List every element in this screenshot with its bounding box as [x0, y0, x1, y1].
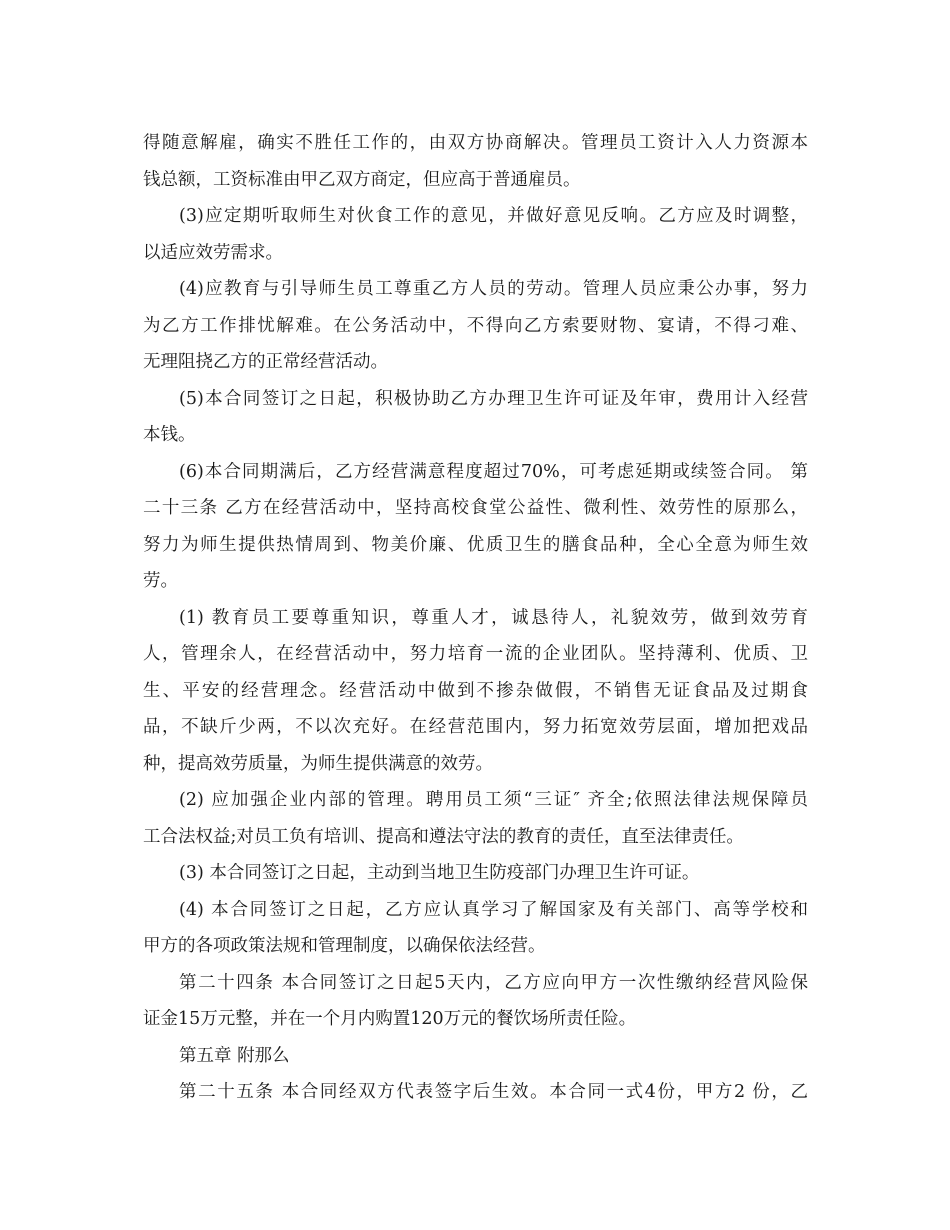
- text-line: 工合法权益;对员工负有培训、提高和遵法守法的教育的责任，直至法律责任。: [143, 826, 744, 847]
- text-line: 种，提高效劳质量，为师生提供满意的效劳。: [143, 753, 493, 774]
- document-body: [143, 125, 808, 1111]
- text-line: (5)本合同签订之日起，积极协助乙方办理卫生许可证及年审，费用计入经营: [179, 388, 808, 409]
- chapter-heading: [143, 1038, 808, 1075]
- text-line: 第二十五条 本合同经双方代表签字后生效。本合同一式4份，甲方2 份，乙: [179, 1082, 808, 1102]
- text-line: 生、平安的经营理念。经营活动中做到不掺杂做假，不销售无证食品及过期食: [143, 680, 808, 701]
- text-line: 无理阻挠乙方的正常经营活动。: [143, 352, 388, 372]
- text-line: 以适应效劳需求。: [143, 242, 283, 263]
- paragraph: [143, 782, 808, 855]
- paragraph: [143, 381, 808, 454]
- text-line: 证金15万元整，并在一个月内购置120万元的餐饮场所责任险。: [143, 1009, 637, 1029]
- paragraph: [143, 892, 808, 965]
- text-line: (3) 本合同签订之日起，主动到当地卫生防疫部门办理卫生许可证。: [179, 863, 700, 883]
- text-line: 第五章 附那么: [179, 1045, 290, 1066]
- text-line: 得随意解雇，确实不胜任工作的，由双方协商解决。管理员工资计入人力资源本: [143, 133, 808, 153]
- text-line: (1) 教育员工要尊重知识，尊重人才，诚恳待人，礼貌效劳，做到效劳育: [179, 607, 808, 628]
- text-line: 甲方的各项政策法规和管理制度，以确保依法经营。: [143, 936, 546, 956]
- paragraph: [143, 600, 808, 783]
- text-line: 钱总额，工资标准由甲乙双方商定，但应高于普通雇员。: [143, 169, 581, 190]
- paragraph: [143, 965, 808, 1038]
- text-line: (4) 本合同签订之日起，乙方应认真学习了解国家及有关部门、高等学校和: [179, 899, 808, 920]
- text-line: 为乙方工作排忧解难。在公务活动中，不得向乙方索要财物、宴请，不得刁难、: [143, 315, 808, 336]
- text-line: 本钱。: [143, 425, 196, 445]
- text-line: 第二十四条 本合同签订之日起5天内，乙方应向甲方一次性缴纳经营风险保: [179, 972, 808, 993]
- text-line: (4)应教育与引导师生员工尊重乙方人员的劳动。管理人员应秉公办事，努力: [179, 279, 808, 299]
- text-line: 劳。: [143, 571, 178, 591]
- text-line: 人，管理余人，在经营活动中，努力培育一流的企业团队。坚持薄利、优质、卫: [143, 644, 808, 664]
- paragraph: [143, 454, 808, 600]
- text-line: (3)应定期听取师生对伙食工作的意见，并做好意见反响。乙方应及时调整，: [179, 206, 808, 226]
- text-line: 品，不缺斤少两，不以次充好。在经营范围内，努力拓宽效劳层面，增加把戏品: [143, 717, 808, 737]
- text-line: 二十三条 乙方在经营活动中，坚持高校食堂公益性、微利性、效劳性的原那么，: [143, 498, 808, 518]
- text-line: 努力为师生提供热情周到、物美价廉、优质卫生的膳食品种，全心全意为师生效: [143, 534, 808, 555]
- paragraph: [143, 855, 808, 892]
- paragraph: [143, 1074, 808, 1111]
- text-line: (2) 应加强企业内部的管理。聘用员工须“三证″ 齐全;依照法律法规保障员: [179, 790, 808, 810]
- text-line: (6)本合同期满后，乙方经营满意程度超过70%，可考虑延期或续签合同。 第: [179, 461, 808, 482]
- paragraph: [143, 198, 808, 271]
- paragraph: [143, 271, 808, 381]
- paragraph: [143, 125, 808, 198]
